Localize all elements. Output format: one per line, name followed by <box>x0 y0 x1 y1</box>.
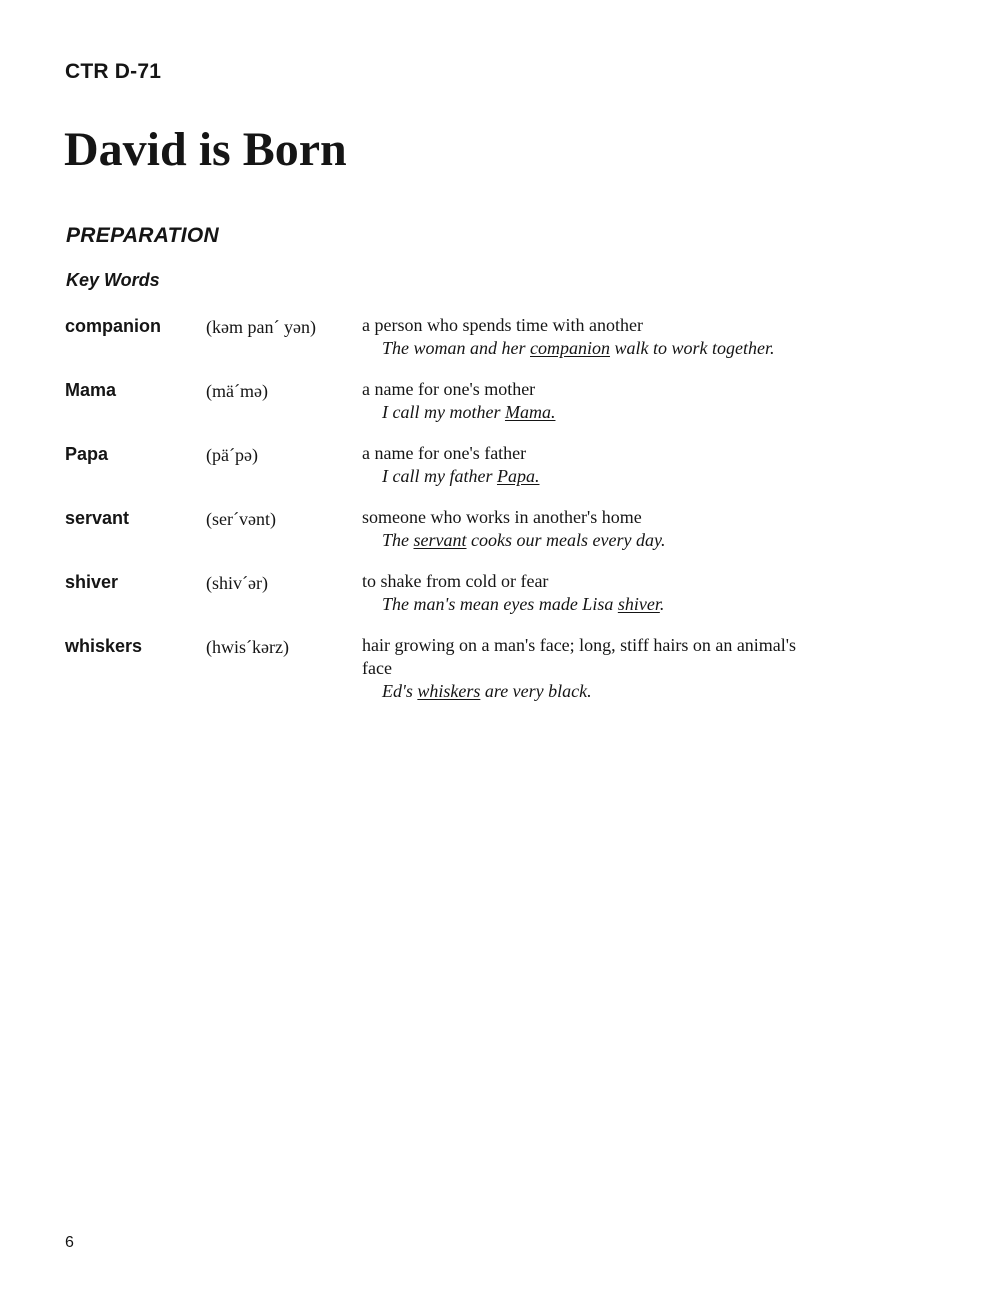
page-title: David is Born <box>64 123 347 176</box>
key-word: companion <box>65 316 162 336</box>
example-text: cooks our meals every day. <box>466 530 666 550</box>
example-key-word: companion <box>530 338 610 358</box>
example-key-word: shiver <box>617 594 660 614</box>
example-sentence <box>362 529 825 552</box>
definition-block <box>362 378 825 424</box>
page-number: 6 <box>65 1234 74 1251</box>
example-text: I call my father <box>382 466 497 486</box>
key-word-entry <box>65 570 825 616</box>
example-key-word: Papa. <box>496 466 540 486</box>
definition: a person who spends time with another <box>362 315 643 335</box>
definition-block <box>362 634 825 703</box>
example-text: . <box>659 594 665 614</box>
example-sentence <box>362 465 825 488</box>
key-word: shiver <box>65 572 119 592</box>
definition-block <box>362 314 825 360</box>
pronunciation: (pä´pə) <box>206 445 258 465</box>
key-words-list <box>65 314 825 721</box>
example-key-word: Mama. <box>504 402 556 422</box>
example-key-word: servant <box>413 530 467 550</box>
example-sentence <box>362 401 825 424</box>
pronunciation: (hwis´kərz) <box>206 637 289 657</box>
example-text: are very black. <box>480 681 592 701</box>
pronunciation: (kəm pan´ yən) <box>206 317 316 337</box>
pronunciation: (mä´mə) <box>206 381 268 401</box>
example-text: The <box>382 530 414 550</box>
definition-block <box>362 570 825 616</box>
example-text: I call my mother <box>382 402 505 422</box>
document-code: CTR D-71 <box>65 60 162 83</box>
definition: someone who works in another's home <box>362 507 642 527</box>
definition: a name for one's father <box>362 443 527 463</box>
key-word: whiskers <box>65 636 143 656</box>
definition-block <box>362 506 825 552</box>
definition: to shake from cold or fear <box>362 571 549 591</box>
key-word: servant <box>65 508 130 528</box>
example-text: walk to work together. <box>610 338 775 358</box>
example-sentence <box>362 337 825 360</box>
subsection-heading: Key Words <box>66 270 160 290</box>
section-heading: PREPARATION <box>66 224 220 247</box>
example-text: Ed's <box>382 681 418 701</box>
definition: hair growing on a man's face; long, stiff hairs on an animal's face <box>362 635 797 678</box>
key-word-entry <box>65 378 825 424</box>
key-word: Papa <box>65 444 109 464</box>
example-sentence <box>362 680 825 703</box>
key-word-entry <box>65 314 825 360</box>
pronunciation: (ser´vənt) <box>206 509 276 529</box>
key-word: Mama <box>65 380 117 400</box>
definition-block <box>362 442 825 488</box>
key-word-entry <box>65 506 825 552</box>
pronunciation: (shiv´ər) <box>206 573 268 593</box>
definition: a name for one's mother <box>362 379 536 399</box>
example-sentence <box>362 593 825 616</box>
key-word-entry <box>65 634 825 703</box>
example-text: The man's mean eyes made Lisa <box>382 594 618 614</box>
example-text: The woman and her <box>382 338 530 358</box>
key-word-entry <box>65 442 825 488</box>
example-key-word: whiskers <box>417 681 481 701</box>
